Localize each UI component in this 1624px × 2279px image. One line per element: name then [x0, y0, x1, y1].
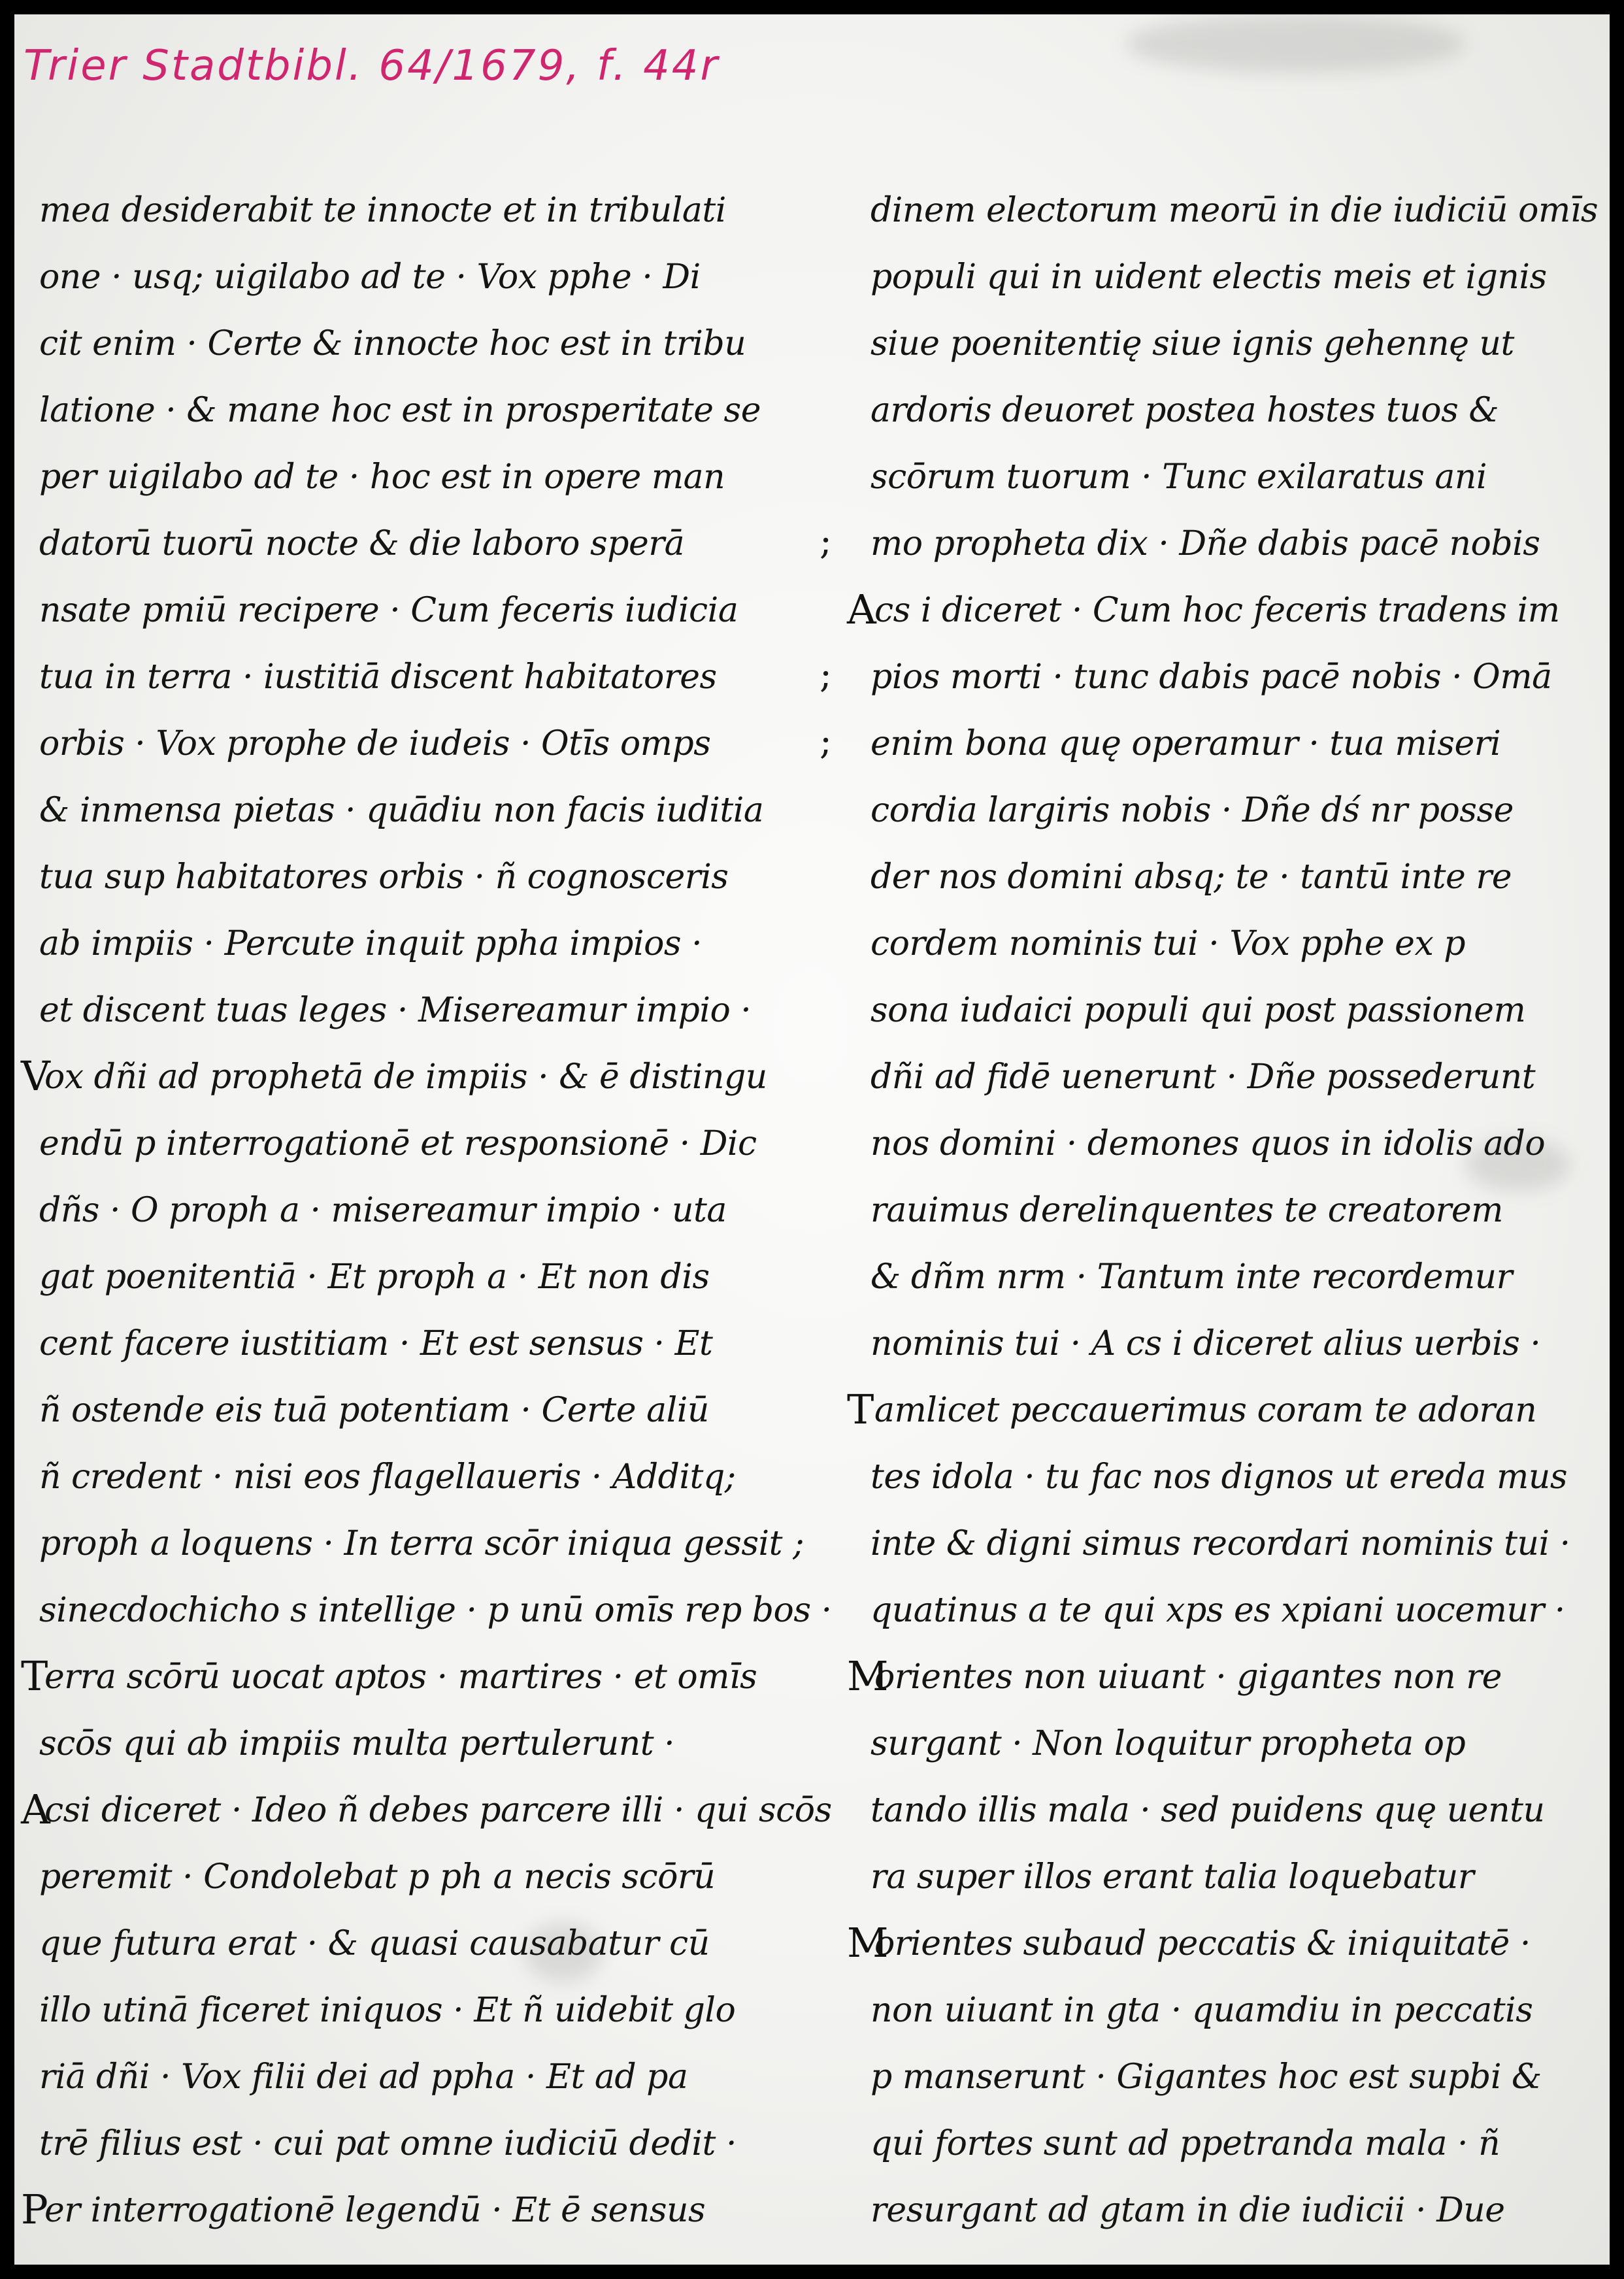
- text-line: pios morti · tunc dabis pacē nobis · Omā: [870, 657, 1552, 697]
- text-line: scōs qui ab impiis multa pertulerunt ·: [39, 1724, 675, 1763]
- text-line: trē filius est · cui pat omne iudiciū dedit ·: [39, 2124, 737, 2163]
- initial-letter: A: [21, 1786, 50, 1833]
- text-line: er interrogationē legendū · Et ē sensus: [44, 2191, 706, 2230]
- text-line: riā dñi · Vox filii dei ad ppha · Et ad pa: [39, 2057, 688, 2097]
- text-line: & inmensa pietas · quādiu non facis iuditia: [39, 791, 764, 830]
- text-line: que futura erat · & quasi causabatur cū: [39, 1924, 710, 1963]
- text-line: ardoris deuoret postea hostes tuos &: [870, 391, 1499, 430]
- text-line: populi qui in uident electis meis et ignis: [870, 258, 1547, 297]
- text-line: latione · & mane hoc est in prosperitate se: [39, 391, 761, 430]
- initial-letter: M: [847, 1652, 889, 1700]
- text-line: mo propheta dix · Dñe dabis pacē nobis: [870, 524, 1540, 563]
- text-line: tando illis mala · sed puidens quę uentu: [870, 1791, 1545, 1830]
- text-line: dñs · O proph a · misereamur impio · uta: [39, 1191, 727, 1230]
- text-line: nominis tui · A cs i diceret alius uerbis ·: [870, 1324, 1541, 1363]
- text-line: ñ credent · nisi eos flagellaueris · Additq;: [39, 1457, 736, 1497]
- stain: [1125, 14, 1465, 73]
- text-line: gat poenitentiā · Et proph a · Et non dis: [39, 1257, 710, 1297]
- text-line: mea desiderabit te innocte et in tribulati: [39, 191, 726, 230]
- text-line: tes idola · tu fac nos dignos ut ereda mus: [870, 1457, 1567, 1497]
- text-line: tua in terra · iustitiā discent habitatores: [39, 657, 717, 697]
- margin-mark: ;: [820, 720, 832, 763]
- text-line: erra scōrū uocat aptos · martires · et omīs: [44, 1657, 757, 1697]
- initial-letter: T: [21, 1652, 48, 1700]
- text-line: & dñm nrm · Tantum inte recordemur: [870, 1257, 1512, 1297]
- text-line: endū p interrogationē et responsionē · Dic: [39, 1124, 757, 1163]
- text-line: cordem nominis tui · Vox pphe ex p: [870, 924, 1466, 963]
- initial-letter: T: [847, 1386, 874, 1433]
- initial-letter: M: [847, 1919, 889, 1967]
- text-line: der nos domini absq; te · tantū inte re: [870, 857, 1512, 897]
- text-line: dinem electorum meorū in die iudiciū omīs: [870, 191, 1599, 230]
- text-line: ox dñi ad prophetā de impiis · & ē distingu: [44, 1057, 767, 1097]
- text-line: cit enim · Certe & innocte hoc est in tribu: [39, 324, 746, 363]
- text-line: cent facere iustitiam · Et est sensus · Et: [39, 1324, 713, 1363]
- text-line: amlicet peccauerimus coram te adoran: [874, 1391, 1537, 1430]
- initial-letter: A: [847, 586, 876, 633]
- text-line: ra super illos erant talia loquebatur: [870, 1857, 1474, 1897]
- text-line: proph a loquens · In terra scōr iniqua gessit ;: [39, 1524, 804, 1563]
- text-line: ñ ostende eis tuā potentiam · Certe aliū: [39, 1391, 709, 1430]
- text-line: csi diceret · Ideo ñ debes parcere illi · qui scōs: [44, 1791, 832, 1830]
- text-line: cordia largiris nobis · Dñe dś nr posse: [870, 791, 1514, 830]
- text-line: scōrum tuorum · Tunc exilaratus ani: [870, 457, 1487, 497]
- text-line: datorū tuorū nocte & die laboro sperā: [39, 524, 685, 563]
- initial-letter: P: [21, 2186, 48, 2233]
- text-line: non uiuant in gta · quamdiu in peccatis: [870, 1991, 1533, 2030]
- text-line: sinecdochicho s intellige · p unū omīs rep bos ·: [39, 1591, 832, 1630]
- text-line: orientes subaud peccatis & iniquitatē ·: [874, 1924, 1531, 1963]
- text-line: inte & digni simus recordari nominis tui ·: [870, 1524, 1570, 1563]
- margin-mark: ;: [820, 520, 832, 563]
- text-line: quatinus a te qui xps es xpiani uocemur ·: [870, 1591, 1565, 1630]
- text-line: qui fortes sunt ad ppetranda mala · ñ: [870, 2124, 1500, 2163]
- text-line: nos domini · demones quos in idolis ado: [870, 1124, 1546, 1163]
- shelfmark-annotation: Trier Stadtbibl. 64/1679, f. 44r: [24, 42, 720, 90]
- manuscript-page: [14, 14, 1610, 2265]
- text-line: peremit · Condolebat p ph a necis scōrū: [39, 1857, 716, 1897]
- text-line: enim bona quę operamur · tua miseri: [870, 724, 1501, 763]
- text-line: siue poenitentię siue ignis gehennę ut: [870, 324, 1514, 363]
- text-line: rauimus derelinquentes te creatorem: [870, 1191, 1503, 1230]
- text-line: p manserunt · Gigantes hoc est supbi &: [870, 2057, 1542, 2097]
- text-line: cs i diceret · Cum hoc feceris tradens im: [874, 591, 1560, 630]
- initial-letter: V: [21, 1052, 50, 1100]
- text-line: et discent tuas leges · Misereamur impio ·: [39, 991, 752, 1030]
- text-line: one · usq; uigilabo ad te · Vox pphe · Di: [39, 258, 701, 297]
- text-line: orbis · Vox prophe de iudeis · Otīs omps: [39, 724, 711, 763]
- text-line: nsate pmiū recipere · Cum feceris iudicia: [39, 591, 738, 630]
- text-line: illo utinā ficeret iniquos · Et ñ uidebit glo: [39, 1991, 736, 2030]
- text-line: ab impiis · Percute inquit ppha impios ·: [39, 924, 703, 963]
- text-line: resurgant ad gtam in die iudicii · Due: [870, 2191, 1505, 2230]
- text-line: dñi ad fidē uenerunt · Dñe possederunt: [870, 1057, 1536, 1097]
- text-line: per uigilabo ad te · hoc est in opere man: [39, 457, 725, 497]
- text-line: sona iudaici populi qui post passionem: [870, 991, 1526, 1030]
- text-line: tua sup habitatores orbis · ñ cognosceris: [39, 857, 729, 897]
- text-line: orientes non uiuant · gigantes non re: [874, 1657, 1502, 1697]
- margin-mark: ;: [820, 654, 832, 696]
- text-line: surgant · Non loquitur propheta op: [870, 1724, 1466, 1763]
